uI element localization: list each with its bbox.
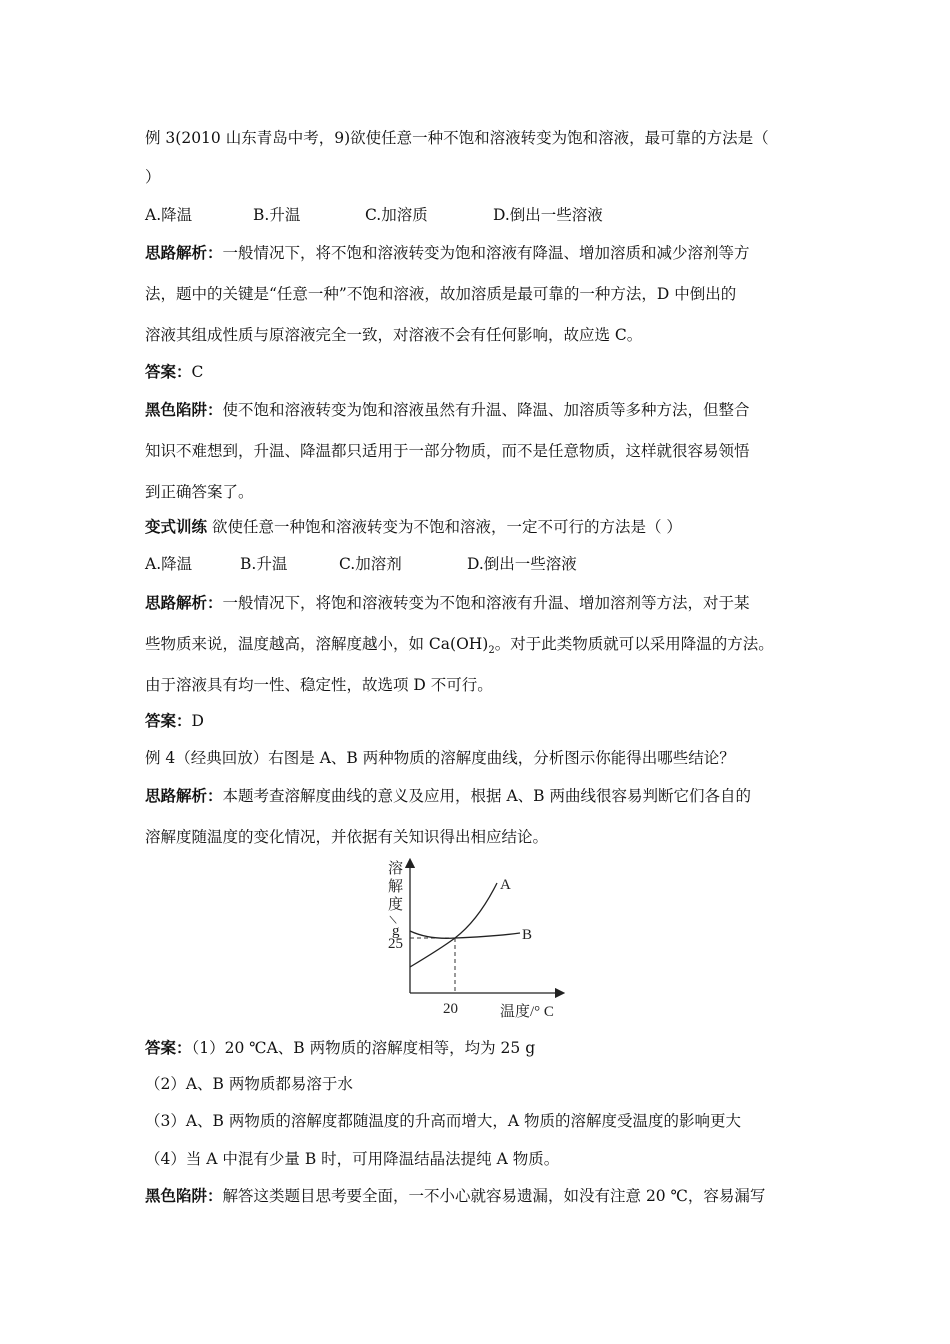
ex4-answer-text1: （1）20 ℃A、B 两物质的溶解度相等，均为 25 g: [191, 1039, 536, 1057]
ex3-trap-line3: 到正确答案了。: [145, 483, 254, 501]
variant-analysis-subscript: 2: [488, 645, 495, 657]
solubility-curve-figure: [380, 855, 580, 1025]
variant-option-a: A.降温: [145, 555, 193, 573]
curve-a-label: A: [500, 877, 511, 893]
ex4-analysis-label: 思路解析：: [145, 786, 223, 805]
ex4-trap-text1: 解答这类题目思考要全面，一不小心就容易遗漏，如没有注意 20 ℃，容易漏写: [222, 1187, 766, 1205]
ex3-question-line1: 例 3(2010 山东青岛中考，9)欲使任意一种不饱和溶液转变为饱和溶液，最可靠的方法是（: [145, 129, 769, 147]
variant-question-text: 欲使任意一种饱和溶液转变为不饱和溶液，一定不可行的方法是（ ）: [207, 518, 682, 536]
ex3-analysis-label: 思路解析：: [145, 243, 223, 262]
y-label-unit: g: [392, 923, 400, 939]
ex3-options: [145, 205, 603, 225]
variant-analysis-line2: [145, 634, 774, 661]
x-label: 温度/° C: [500, 1004, 554, 1020]
ex4-analysis-line2: 溶解度随温度的变化情况，并依据有关知识得出相应结论。: [145, 828, 549, 846]
y-label-char-2: 解: [388, 879, 404, 895]
x-tick-20: 20: [443, 1001, 458, 1017]
ex3-trap-line2: 知识不难想到，升温、降温都只适用于一部分物质，而不是任意物质，这样就很容易领悟: [145, 442, 750, 460]
variant-label: 变式训练: [145, 517, 208, 536]
ex4-trap-line1: [145, 1186, 765, 1206]
curve-a: [410, 883, 497, 967]
variant-analysis-label: 思路解析：: [145, 593, 223, 612]
curve-b: [410, 931, 520, 938]
ex3-question-line2: ）: [145, 168, 161, 186]
y-label-char-1: 溶: [388, 861, 404, 877]
ex4-trap-label: 黑色陷阱：: [145, 1186, 223, 1205]
variant-option-d: D.倒出一些溶液: [467, 555, 577, 573]
variant-analysis-text2b: 。对于此类物质就可以采用降温的方法。: [494, 635, 774, 653]
ex4-answer-line1: [145, 1038, 535, 1058]
variant-answer-label: 答案：: [145, 711, 192, 730]
variant-analysis-line3: 由于溶液具有均一性、稳定性，故选项 D 不可行。: [145, 676, 493, 694]
ex4-question: 例 4（经典回放）右图是 A、B 两种物质的溶解度曲线，分析图示你能得出哪些结论？: [145, 749, 735, 767]
ex4-answer-line4: （4）当 A 中混有少量 B 时，可用降温结晶法提纯 A 物质。: [145, 1150, 560, 1168]
variant-analysis-text2a: 些物质来说，温度越高，溶解度越小，如 Ca(OH): [145, 635, 489, 653]
ex4-answer-line2: （2）A、B 两物质都易溶于水: [145, 1075, 353, 1093]
y-tick-25: 25: [388, 936, 403, 952]
variant-analysis-line1: [145, 593, 750, 613]
ex3-trap-label: 黑色陷阱：: [145, 400, 223, 419]
ex4-answer-line3: （3）A、B 两物质的溶解度都随温度的升高而增大，A 物质的溶解度受温度的影响更大: [145, 1112, 741, 1130]
curve-b-label: B: [522, 927, 533, 943]
ex3-option-a: A.降温: [145, 206, 193, 224]
variant-option-b: B.升温: [240, 555, 288, 573]
ex4-analysis-text1: 本题考查溶解度曲线的意义及应用，根据 A、B 两曲线很容易判断它们各自的: [222, 787, 751, 805]
ex3-option-b: B.升温: [253, 206, 301, 224]
ex3-trap-line1: [145, 400, 750, 420]
variant-question: [145, 517, 682, 537]
ex4-analysis-line1: [145, 786, 751, 806]
y-label-char-3: 度: [388, 897, 404, 913]
ex3-trap-text1: 使不饱和溶液转变为饱和溶液虽然有升温、降温、加溶质等多种方法，但整合: [222, 401, 750, 419]
ex3-option-d: D.倒出一些溶液: [493, 206, 603, 224]
variant-analysis-text1: 一般情况下，将饱和溶液转变为不饱和溶液有升温、增加溶剂等方法，对于某: [222, 594, 750, 612]
ex4-answer-label: 答案：: [145, 1038, 192, 1057]
ex3-answer-label: 答案：: [145, 362, 192, 381]
variant-answer: [145, 711, 204, 731]
variant-option-c: C.加溶剂: [339, 555, 402, 573]
ex3-analysis-line2: 法，题中的关键是“任意一种”不饱和溶液，故加溶质是最可靠的一种方法，D 中倒出的: [145, 285, 737, 303]
ex3-option-c: C.加溶质: [365, 206, 428, 224]
variant-options: [145, 554, 577, 574]
ex3-analysis-text1: 一般情况下，将不饱和溶液转变为饱和溶液有降温、增加溶质和减少溶剂等方: [222, 244, 750, 262]
variant-answer-value: D: [191, 712, 204, 730]
ex3-analysis-line3: 溶液其组成性质与原溶液完全一致，对溶液不会有任何影响，故应选 C。: [145, 326, 643, 344]
ex3-analysis-line1: [145, 243, 750, 263]
y-label-slash: /: [386, 914, 402, 926]
ex3-answer: [145, 362, 203, 382]
ex3-answer-value: C: [191, 363, 204, 381]
